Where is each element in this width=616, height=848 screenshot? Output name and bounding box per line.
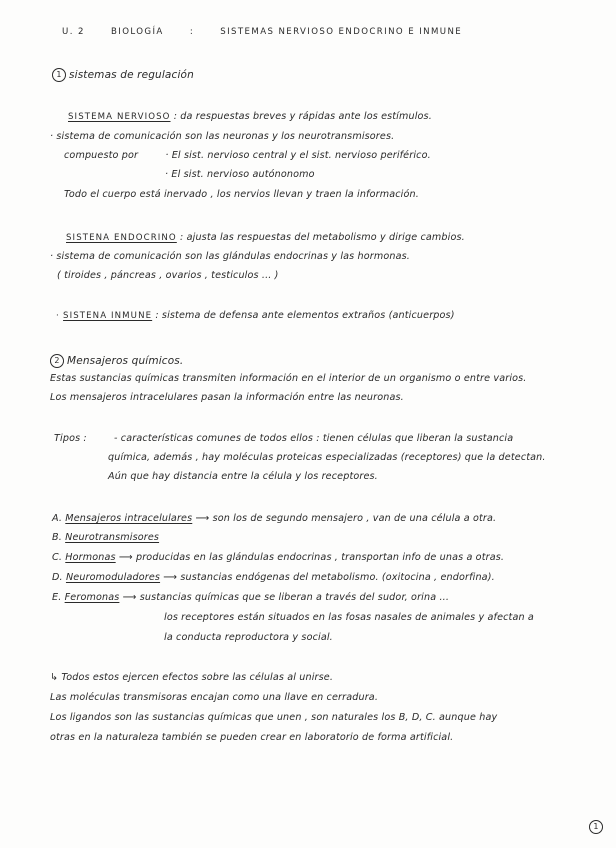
endocrino-label: SISTENA ENDOCRINO <box>66 233 177 243</box>
nervioso-comunicacion: · sistema de comunicación son las neuronas y los neurotransmisores. <box>50 131 395 142</box>
inmune-line: · SISTENA INMUNE : sistema de defensa ante elementos extraños (anticuerpos) <box>56 310 455 321</box>
section-2-title: 2 Mensajeros químicos. <box>50 354 183 368</box>
list-item-a: A. Mensajeros intracelulares ⟶ son los de segundo mensajero , van de una célula a otra. <box>52 513 497 524</box>
feromonas-cont-1: los receptores están situados en las fosas nasales de animales y afectan a <box>164 612 534 623</box>
unit-label: U. 2 <box>62 27 85 37</box>
list-item-c: C. Hormonas ⟶ producidas en las glándulas endocrinas , transportan info de unas a otras. <box>52 552 505 563</box>
item-name: Hormonas <box>65 552 116 563</box>
tipos-line-2: química, además , hay moléculas proteicas especializadas (receptores) que la detectan. <box>108 452 546 463</box>
item-name: Neurotransmisores <box>65 532 160 543</box>
header-separator: : <box>189 27 195 37</box>
nervioso-label: SISTEMA NERVIOSO <box>68 112 171 122</box>
section-1-title: 1 sistemas de regulación <box>52 68 194 82</box>
topic-label: SISTEMAS NERVIOSO ENDOCRINO E INMUNE <box>220 27 463 37</box>
endocrino-comunicacion: · sistema de comunicación son las glándulas endocrinas y las hormonas. <box>50 251 410 262</box>
tipos-line-1: - características comunes de todos ellos : tienen células que liberan la sustancia <box>114 433 514 444</box>
inmune-label: SISTENA INMUNE <box>63 311 153 321</box>
nervioso-autonomo: · El sist. nervioso autónonomo <box>165 169 315 180</box>
item-name: Feromonas <box>64 592 120 603</box>
nervioso-compuesto: compuesto por · El sist. nervioso central y el sist. nervioso periférico. <box>64 150 431 161</box>
nervioso-desc: : da respuestas breves y rápidas ante los estímulos. <box>173 111 432 122</box>
page-header <box>62 27 484 37</box>
item-name: Neuromoduladores <box>65 572 161 583</box>
efectos-line-2: Las moléculas transmisoras encajan como una llave en cerradura. <box>50 692 379 703</box>
mensajeros-p2: Los mensajeros intracelulares pasan la información entre las neuronas. <box>50 392 404 403</box>
nervioso-line <box>68 111 432 122</box>
page-number: 1 <box>589 820 606 834</box>
tipos-line-3: Aún que hay distancia entre la célula y los receptores. <box>108 471 378 482</box>
efectos-line-4: otras en la naturaleza también se pueden crear en laboratorio de forma artificial. <box>50 732 454 743</box>
endocrino-line <box>66 232 465 243</box>
endocrino-glandulas: ( tiroides , páncreas , ovarios , testiculos ... ) <box>57 270 279 281</box>
list-item-b: B. Neurotransmisores <box>52 532 160 543</box>
subject-label: BIOLOGÍA <box>110 27 164 37</box>
item-name: Mensajeros intracelulares <box>65 513 193 524</box>
nervioso-inervado: Todo el cuerpo está inervado , los nervios llevan y traen la información. <box>64 189 419 200</box>
efectos-line-1: ↳ Todos estos ejercen efectos sobre las células al unirse. <box>50 672 334 683</box>
section-number: 2 <box>50 354 64 368</box>
mensajeros-p1: Estas sustancias químicas transmiten información en el interior de un organismo o entre varios. <box>50 373 527 384</box>
endocrino-desc: : ajusta las respuestas del metabolismo y dirige cambios. <box>180 232 465 243</box>
section-number: 1 <box>52 68 66 82</box>
list-item-d: D. Neuromoduladores ⟶ sustancias endógenas del metabolismo. (oxitocina , endorfina). <box>52 572 495 583</box>
tipos-label: Tipos : <box>54 433 87 444</box>
inmune-desc: : sistema de defensa ante elementos extraños (anticuerpos) <box>155 310 455 321</box>
feromonas-cont-2: la conducta reproductora y social. <box>164 632 333 643</box>
list-item-e: E. Feromonas ⟶ sustancias químicas que se liberan a través del sudor, orina ... <box>52 592 450 603</box>
efectos-line-3: Los ligandos son las sustancias químicas que unen , son naturales los B, D, C. aunque hay <box>50 712 498 723</box>
